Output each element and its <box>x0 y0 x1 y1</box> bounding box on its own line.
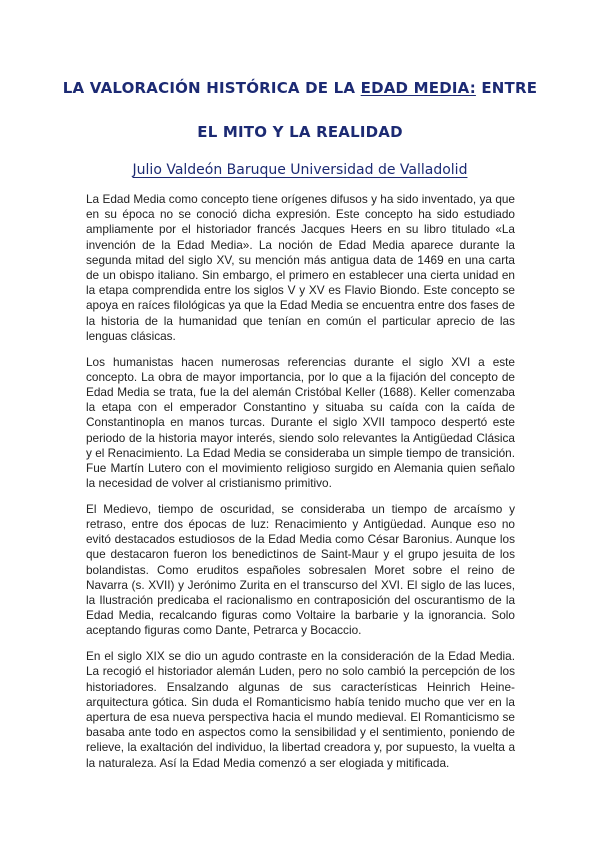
document-title-line-1 <box>60 79 540 97</box>
title-underlined-text: EDAD MEDIA: <box>360 79 476 97</box>
title-text-end: ENTRE <box>475 79 538 97</box>
author-affiliation: Julio Valdeón Baruque Universidad de Valladolid <box>132 162 468 178</box>
body-paragraph-1: La Edad Media como concepto tiene orígenes difusos y ha sido inventado, ya que en su época no se conoció dicha expresión. Este concepto ha sido estudiado ampliamente por el historiador francés Jacques Heers en su libro titulado «La invención de la Edad Media». La noción de Edad Media aparece durante la segunda mitad del siglo XV, su mención más antigua data de 1469 en una carta de un obispo italiano. Sin embargo, el primero en establecer una cierta unidad en la etapa comprendida entre los siglos V y XV es Flavio Biondo. Este concepto se apoya en raíces filológicas ya que la Edad Media se encuentra entre dos fases de la historia de la humanidad que tenían en común el particular aprecio de las lenguas clásicas. <box>86 192 515 343</box>
body-paragraph-4: En el siglo XIX se dio un agudo contraste en la consideración de la Edad Media. La recogió el historiador alemán Luden, pero no solo cambió la percepción de los historiadores. Ensalzando algunas de sus características Heinrich Heine- arquitectura gótica. Sin duda el Romanticismo había tenido mucho que ver en la apertura de esa nueva perspectiva hacia el mundo medieval. El Romanticismo se basaba ante todo en aspectos como la sensibilidad y el sentimiento, poniendo de relieve, la exaltación del individuo, la libertad creadora y, por supuesto, la vuelta a la naturaleza. Así la Edad Media comenzó a ser elogiada y mitificada. <box>86 649 515 770</box>
body-paragraph-2: Los humanistas hacen numerosas referencias durante el siglo XVI a este concepto. La obra de mayor importancia, por lo que a la fijación del concepto de Edad Media se trata, fue la del alemán Cristóbal Keller (1688). Keller comenzaba la etapa con el emperador Constantino y situaba su caída con la caída de Constantinopla en manos turcas. Durante el siglo XVII tampoco despertó este periodo de la historia mayor interés, siendo solo relevantes la Antigüedad Clásica y el Renacimiento. La Edad Media se consideraba un simple tiempo de transición. Fue Martín Lutero con el movimiento religioso surgido en Alemania quien señalo la necesidad de volver al cristianismo primitivo. <box>86 354 515 491</box>
body-paragraph-3: El Medievo, tiempo de oscuridad, se consideraba un tiempo de arcaísmo y retraso, entre dos épocas de luz: Renacimiento y Antigüedad. Aunque eso no evitó destacados estudiosos de la Edad Media como César Baronius. Aunque los que destacaron fueron los benedictinos de Saint-Maur y el grupo jesuita de los bolandistas. Como eruditos españoles sobresalen Moret sobre el reino de Navarra (s. XVII) y Jerónimo Zurita en el transcurso del XVI. El siglo de las luces, la Ilustración predicaba el racionalismo en contraposición del oscurantismo de la Edad Media, recalcando figuras como Voltaire la barbarie y la ignorancia. Solo aceptando figuras como Dante, Petrarca y Bocaccio. <box>86 501 515 638</box>
document-body <box>86 192 515 781</box>
title-text: LA VALORACIÓN HISTÓRICA DE LA <box>62 79 361 97</box>
document-title-line-2: EL MITO Y LA REALIDAD <box>197 123 403 141</box>
